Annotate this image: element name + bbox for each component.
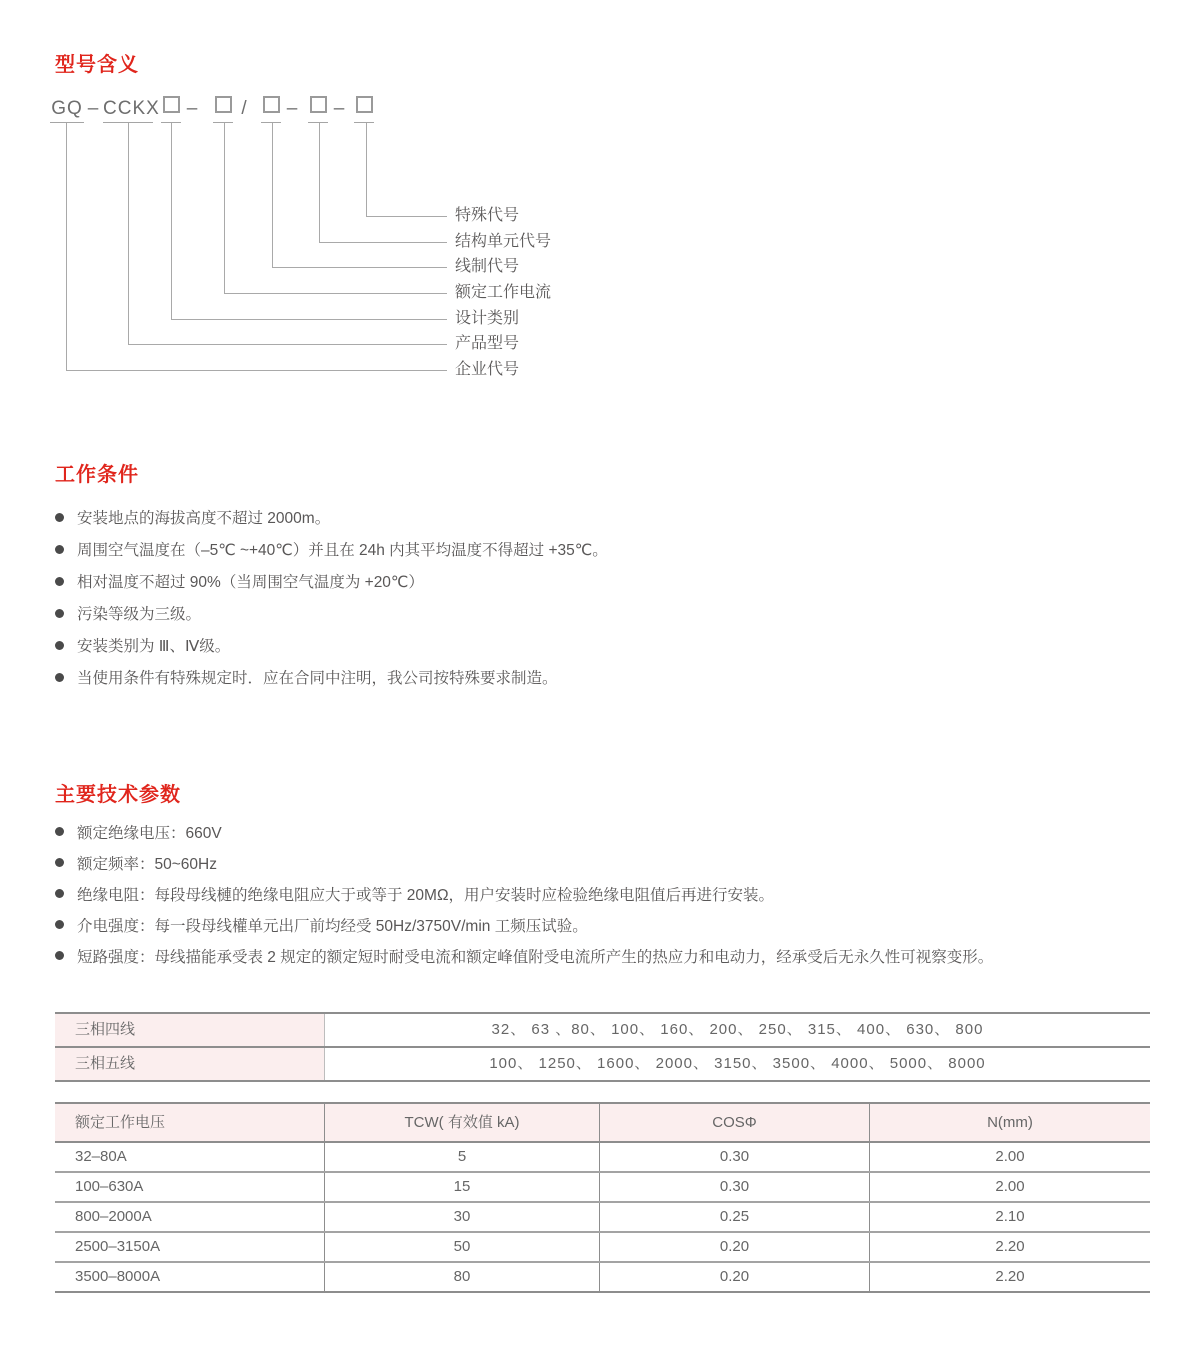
bullet-text: 介电强度：每一段母线權单元出厂前均经受 50Hz/3750V/min 工频压试验。	[77, 917, 588, 935]
placeholder-box-icon	[215, 96, 232, 113]
diagram-label: 企业代号	[455, 361, 520, 378]
table-cell: 50	[325, 1233, 600, 1261]
table-cell: 2.10	[995, 1208, 1025, 1225]
bullet-dot-icon	[55, 827, 64, 836]
bullet-text: 污染等级为三级。	[77, 606, 202, 623]
placeholder-box-icon	[163, 96, 180, 113]
table-header-cell: 额定工作电压	[55, 1104, 325, 1141]
diagram-label: 特殊代号	[455, 207, 520, 224]
table-cell: 2500–3150A	[55, 1233, 325, 1261]
bullet-item	[55, 661, 1175, 693]
table-row	[55, 1014, 1150, 1048]
table-cell: 800–2000A	[55, 1203, 325, 1231]
bullet-dot-icon	[55, 577, 64, 586]
diagram-connector-hline	[171, 319, 447, 320]
bullet-item	[55, 629, 1175, 661]
model-code-diagram	[0, 0, 1200, 400]
table-cell: 2.20	[995, 1238, 1025, 1255]
bullet-item	[55, 533, 1175, 565]
bullet-text: 安装地点的海拔高度不超过 2000m。	[77, 510, 331, 527]
table-row	[55, 1233, 1150, 1263]
table-cell: 3500–8000A	[55, 1263, 325, 1291]
table-cell: 30	[325, 1203, 600, 1231]
section-title-working-conditions: 工作条件	[55, 464, 139, 486]
table-cell: 80	[325, 1263, 600, 1291]
bullet-item	[55, 909, 1175, 940]
placeholder-box-icon	[263, 96, 280, 113]
bullet-text: 短路强度：母线描能承受表 2 规定的额定短时耐受电流和额定峰值附受电流所产生的热应力和电动力，经承受后无永久性可视察变形。	[77, 948, 994, 966]
table-row	[55, 1143, 1150, 1173]
table-header-cell: TCW( 有效值 kA)	[325, 1104, 600, 1141]
bullet-text: 绝缘电阻：每段母线槤的绝缘电阻应大于或等于 20MΩ，用户安装时应检验绝缘电阻值后再进行安装。	[77, 886, 775, 904]
diagram-label: 设计类别	[455, 310, 520, 327]
bullet-item	[55, 597, 1175, 629]
model-code-token: /	[241, 98, 248, 119]
diagram-connector-hline	[319, 242, 447, 243]
bullet-text: 安装类别为 Ⅲ、Ⅳ级。	[77, 638, 231, 655]
model-code-token: –	[186, 98, 199, 119]
model-code-token: GQ	[50, 96, 84, 123]
bullet-item	[55, 878, 1175, 909]
table-cell: 32–80A	[55, 1143, 325, 1171]
bullet-dot-icon	[55, 545, 64, 554]
diagram-connector-vline	[272, 123, 273, 267]
bullet-dot-icon	[55, 889, 64, 898]
diagram-connector-hline	[272, 267, 447, 268]
table-header-cell: COSΦ	[600, 1104, 870, 1141]
table-row	[55, 1048, 1150, 1082]
bullet-dot-icon	[55, 513, 64, 522]
model-code-token: –	[333, 98, 346, 119]
model-code-token: CCKX	[103, 96, 153, 123]
diagram-connector-hline	[66, 370, 447, 371]
table-cell: 100–630A	[55, 1173, 325, 1201]
bullet-dot-icon	[55, 673, 64, 682]
placeholder-box-icon	[310, 96, 327, 113]
bullet-item	[55, 565, 1175, 597]
rated-params-table	[55, 1102, 1150, 1293]
diagram-label: 线制代号	[455, 258, 520, 275]
diagram-connector-hline	[128, 344, 447, 345]
diagram-label: 产品型号	[455, 335, 520, 352]
table-row	[55, 1263, 1150, 1293]
table-cell: 0.30	[600, 1173, 870, 1201]
diagram-label: 结构单元代号	[455, 233, 552, 250]
wire-table-label-cell: 三相四线	[55, 1014, 325, 1046]
bullet-text: 额定绝缘电压：660V	[77, 824, 222, 842]
diagram-connector-vline	[171, 123, 172, 319]
diagram-connector-hline	[224, 293, 447, 294]
bullet-dot-icon	[55, 641, 64, 650]
diagram-connector-hline	[366, 216, 447, 217]
table-cell: 0.30	[600, 1143, 870, 1171]
wire-system-table	[55, 1012, 1150, 1082]
table-cell: 2.20	[995, 1268, 1025, 1285]
wire-table-value-cell: 100、 1250、 1600、 2000、 3150、 3500、 4000、 5000、 8000	[489, 1055, 986, 1072]
bullet-item	[55, 940, 1175, 971]
diagram-connector-vline	[66, 123, 67, 370]
table-cell: 0.20	[600, 1263, 870, 1291]
model-code-box	[161, 96, 181, 123]
model-code-box	[308, 96, 328, 123]
bullet-dot-icon	[55, 951, 64, 960]
wire-table-value-cell: 32、 63 、80、 100、 160、 200、 250、 315、 400、 630、 800	[491, 1021, 984, 1038]
tech-params-list	[55, 816, 1175, 971]
diagram-label: 额定工作电流	[455, 284, 552, 301]
table-header-row	[55, 1104, 1150, 1143]
bullet-item	[55, 501, 1175, 533]
diagram-connector-vline	[224, 123, 225, 293]
table-cell: 2.00	[995, 1148, 1025, 1165]
diagram-connector-vline	[319, 123, 320, 242]
bullet-dot-icon	[55, 858, 64, 867]
table-row	[55, 1173, 1150, 1203]
model-code-token: –	[286, 98, 299, 119]
model-code-token: –	[87, 98, 100, 119]
diagram-connector-vline	[128, 123, 129, 344]
table-cell: 2.00	[995, 1178, 1025, 1195]
table-cell: 15	[325, 1173, 600, 1201]
bullet-text: 额定频率：50~60Hz	[77, 855, 217, 873]
model-code-box	[261, 96, 281, 123]
table-row	[55, 1203, 1150, 1233]
bullet-text: 周围空气温度在（–5℃ ~+40℃）并且在 24h 内其平均温度不得超过 +35℃。	[77, 542, 608, 559]
bullet-dot-icon	[55, 609, 64, 618]
bullet-text: 相对温度不超过 90%（当周围空气温度为 +20℃）	[77, 574, 424, 591]
table-cell: 5	[325, 1143, 600, 1171]
working-conditions-list	[55, 501, 1175, 693]
section-title-model-meaning: 型号含义	[55, 54, 139, 76]
table-cell: 0.25	[600, 1203, 870, 1231]
wire-table-label-cell: 三相五线	[55, 1048, 325, 1080]
bullet-item	[55, 847, 1175, 878]
bullet-item	[55, 816, 1175, 847]
section-title-tech-params: 主要技术参数	[55, 784, 181, 806]
table-cell: 0.20	[600, 1233, 870, 1261]
bullet-dot-icon	[55, 920, 64, 929]
diagram-connector-vline	[366, 123, 367, 216]
bullet-text: 当使用条件有特殊规定时．应在合同中注明，我公司按特殊要求制造。	[77, 670, 558, 687]
model-code-box	[354, 96, 374, 123]
table-header-cell: N(mm)	[987, 1114, 1033, 1131]
placeholder-box-icon	[356, 96, 373, 113]
model-code-box	[213, 96, 233, 123]
